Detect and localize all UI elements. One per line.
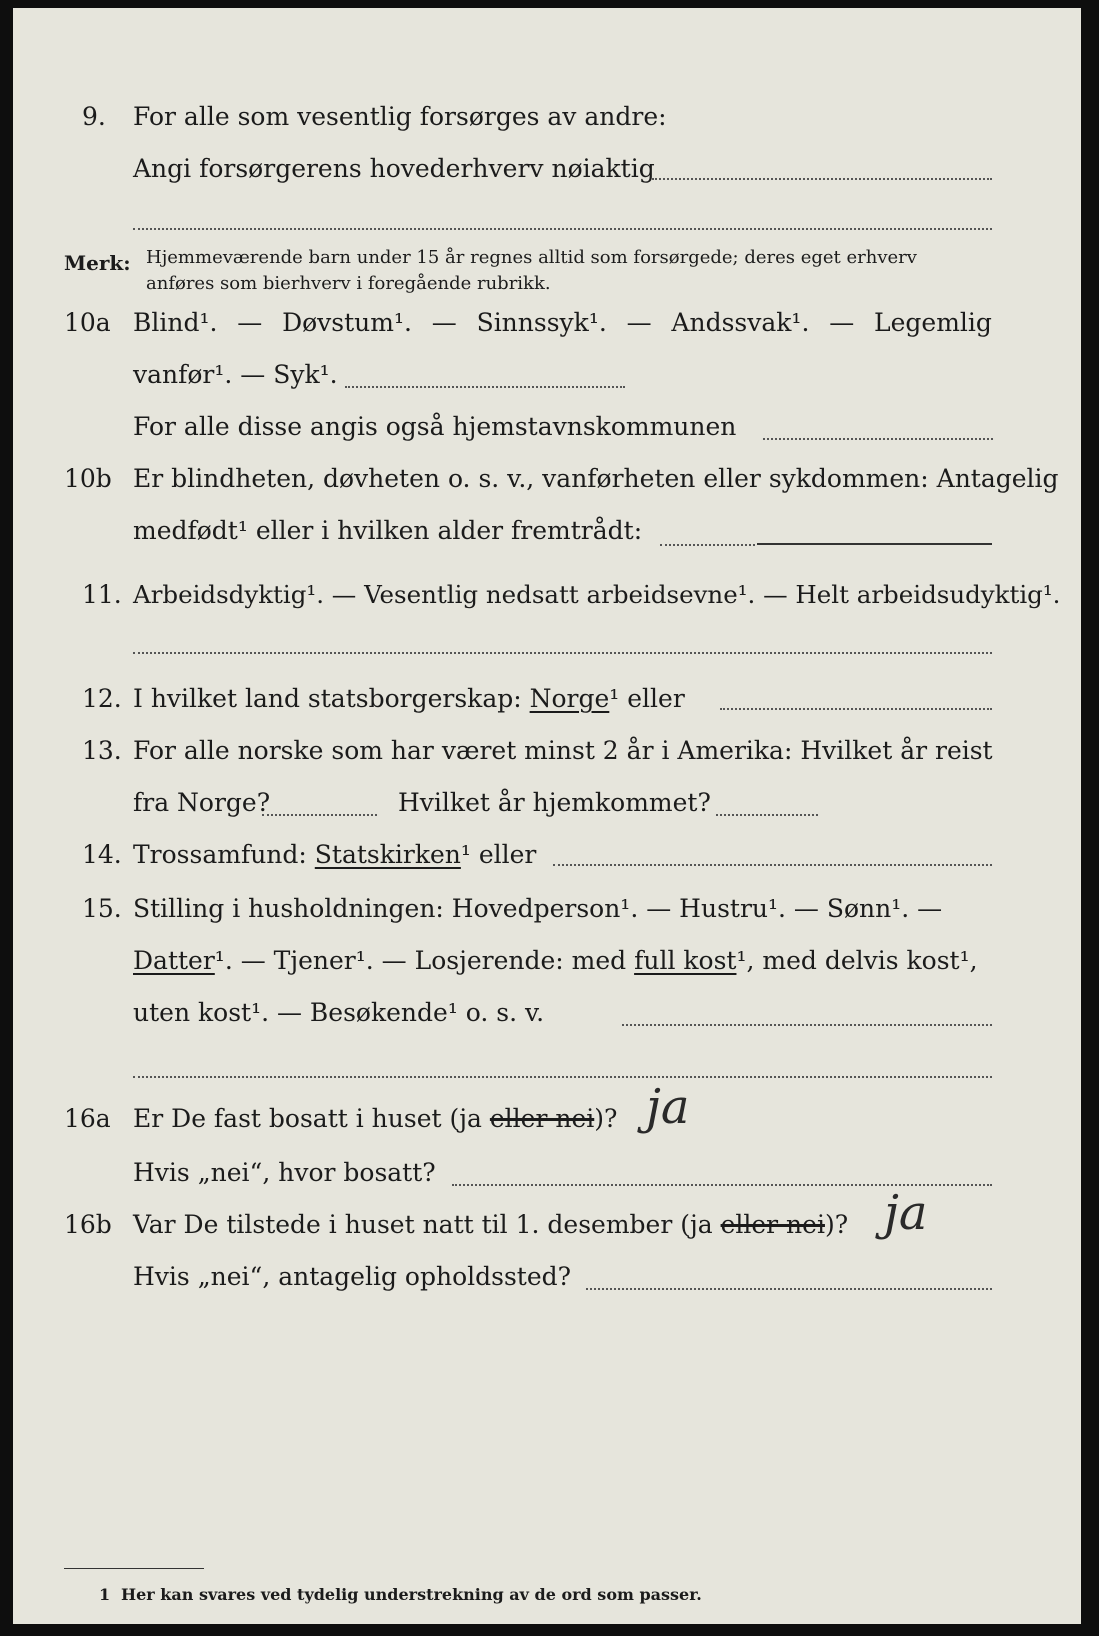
footnote-text: Her kan svares ved tydelig understrekning av de ord som passer. xyxy=(121,1585,702,1604)
q10a-dash-3: — xyxy=(626,308,652,337)
q10a-dash-4: — xyxy=(829,308,855,337)
q12-prefix: I hvilket land statsborgerskap: xyxy=(133,684,530,713)
q12-suffix: ¹ eller xyxy=(609,684,685,713)
q16b-handwritten-answer: ja xyxy=(884,1185,928,1241)
q16b-line1 xyxy=(133,1210,848,1240)
q15-line2 xyxy=(133,946,978,976)
q15-full-kost: full kost xyxy=(634,946,737,975)
q16b-number: 16b xyxy=(64,1210,112,1239)
merk-label: Merk: xyxy=(64,251,131,275)
q9-answer-line-2[interactable] xyxy=(133,228,992,230)
q9-line2: Angi forsørgerens hovederhverv nøiaktig xyxy=(133,154,655,183)
q12-norge: Norge xyxy=(529,684,610,713)
q16b-line2: Hvis „nei“, antagelig opholdssted? xyxy=(133,1262,572,1291)
q13-number: 13. xyxy=(82,736,122,765)
q10b-answer-line[interactable] xyxy=(660,544,755,546)
q10b-line1: Er blindheten, døvheten o. s. v., vanførheten eller sykdommen: Antagelig xyxy=(133,464,1059,493)
q16a-number: 16a xyxy=(64,1104,111,1133)
q15-line3: uten kost¹. — Besøkende¹ o. s. v. xyxy=(133,998,545,1027)
q14-number: 14. xyxy=(82,840,122,869)
q9-answer-line[interactable] xyxy=(652,178,992,180)
q14-line xyxy=(133,840,536,870)
q10a-dash-2: — xyxy=(431,308,457,337)
footnote-mark: 1 xyxy=(99,1585,111,1604)
q15-line1: Stilling i husholdningen: Hovedperson¹. — Hustru¹. — Sønn¹. — xyxy=(133,894,943,923)
q15-answer-line[interactable] xyxy=(622,1024,992,1026)
q13-line2b: Hvilket år hjemkommet? xyxy=(398,788,711,817)
q15-l2-end: ¹, med delvis kost¹, xyxy=(736,946,978,975)
merk-line1: Hjemmeværende barn under 15 år regnes alltid som forsørgede; deres eget erhverv xyxy=(146,247,917,268)
q16b-prefix: Var De tilstede i huset natt til 1. desember (ja xyxy=(133,1210,721,1239)
q10a-line2: vanfør¹. — Syk¹. xyxy=(133,360,338,389)
q14-prefix: Trossamfund: xyxy=(133,840,315,869)
q10a-blind: Blind¹. xyxy=(133,308,218,337)
q10b-answer-rule xyxy=(757,543,992,545)
q10a-answer-line[interactable] xyxy=(345,386,625,388)
q14-answer-line[interactable] xyxy=(553,864,992,866)
q16b-suffix: )? xyxy=(824,1210,849,1239)
q9-line1: For alle som vesentlig forsørges av andre: xyxy=(133,102,667,131)
q14-suffix: ¹ eller xyxy=(460,840,537,869)
q10a-line1 xyxy=(133,308,992,338)
q15-answer-line-2[interactable] xyxy=(133,1076,992,1078)
q13-line1: For alle norske som har været minst 2 år i Amerika: Hvilket år reist xyxy=(133,736,993,765)
q10a-dovstum: Døvstum¹. xyxy=(282,308,412,337)
q10a-number: 10a xyxy=(64,308,111,337)
q10a-legemlig: Legemlig xyxy=(874,308,992,337)
q13-reist-line[interactable] xyxy=(262,814,377,816)
q16a-line1 xyxy=(133,1104,617,1134)
q16a-struck: eller nei xyxy=(489,1104,595,1133)
q13-hjemkommet-line[interactable] xyxy=(716,814,818,816)
footnote-rule xyxy=(64,1568,204,1569)
q12-answer-line[interactable] xyxy=(720,708,992,710)
q10b-number: 10b xyxy=(64,464,112,493)
q12-line xyxy=(133,684,685,714)
q10a-kommune-line[interactable] xyxy=(763,438,993,440)
merk-line2: anføres som bierhverv i foregående rubrikk. xyxy=(146,273,551,294)
q10a-dash-1: — xyxy=(237,308,263,337)
q10a-line3: For alle disse angis også hjemstavnskommunen xyxy=(133,412,737,441)
q16a-handwritten-answer: ja xyxy=(646,1079,690,1135)
q10b-line2: medfødt¹ eller i hvilken alder fremtrådt: xyxy=(133,516,643,545)
q16a-suffix: )? xyxy=(594,1104,618,1133)
q16b-struck: eller nei xyxy=(720,1210,825,1239)
q11-line1: Arbeidsdyktig¹. — Vesentlig nedsatt arbeidsevne¹. — Helt arbeidsudyktig¹. xyxy=(133,580,1061,609)
q10a-sinnssyk: Sinnssyk¹. xyxy=(476,308,607,337)
q15-number: 15. xyxy=(82,894,122,923)
q16a-line2: Hvis „nei“, hvor bosatt? xyxy=(133,1158,436,1187)
q11-answer-line[interactable] xyxy=(133,652,992,654)
q13-line2a: fra Norge? xyxy=(133,788,271,817)
q15-datter: Datter xyxy=(133,946,215,975)
q10a-andssvak: Andssvak¹. xyxy=(671,308,810,337)
q16b-answer-line[interactable] xyxy=(586,1288,992,1290)
q9-number: 9. xyxy=(82,102,106,131)
q12-number: 12. xyxy=(82,684,122,713)
q16a-prefix: Er De fast bosatt i huset (ja xyxy=(133,1104,490,1133)
q11-number: 11. xyxy=(82,580,122,609)
q14-statskirken: Statskirken xyxy=(314,840,461,869)
q15-l2-mid: ¹. — Tjener¹. — Losjerende: med xyxy=(214,946,635,975)
